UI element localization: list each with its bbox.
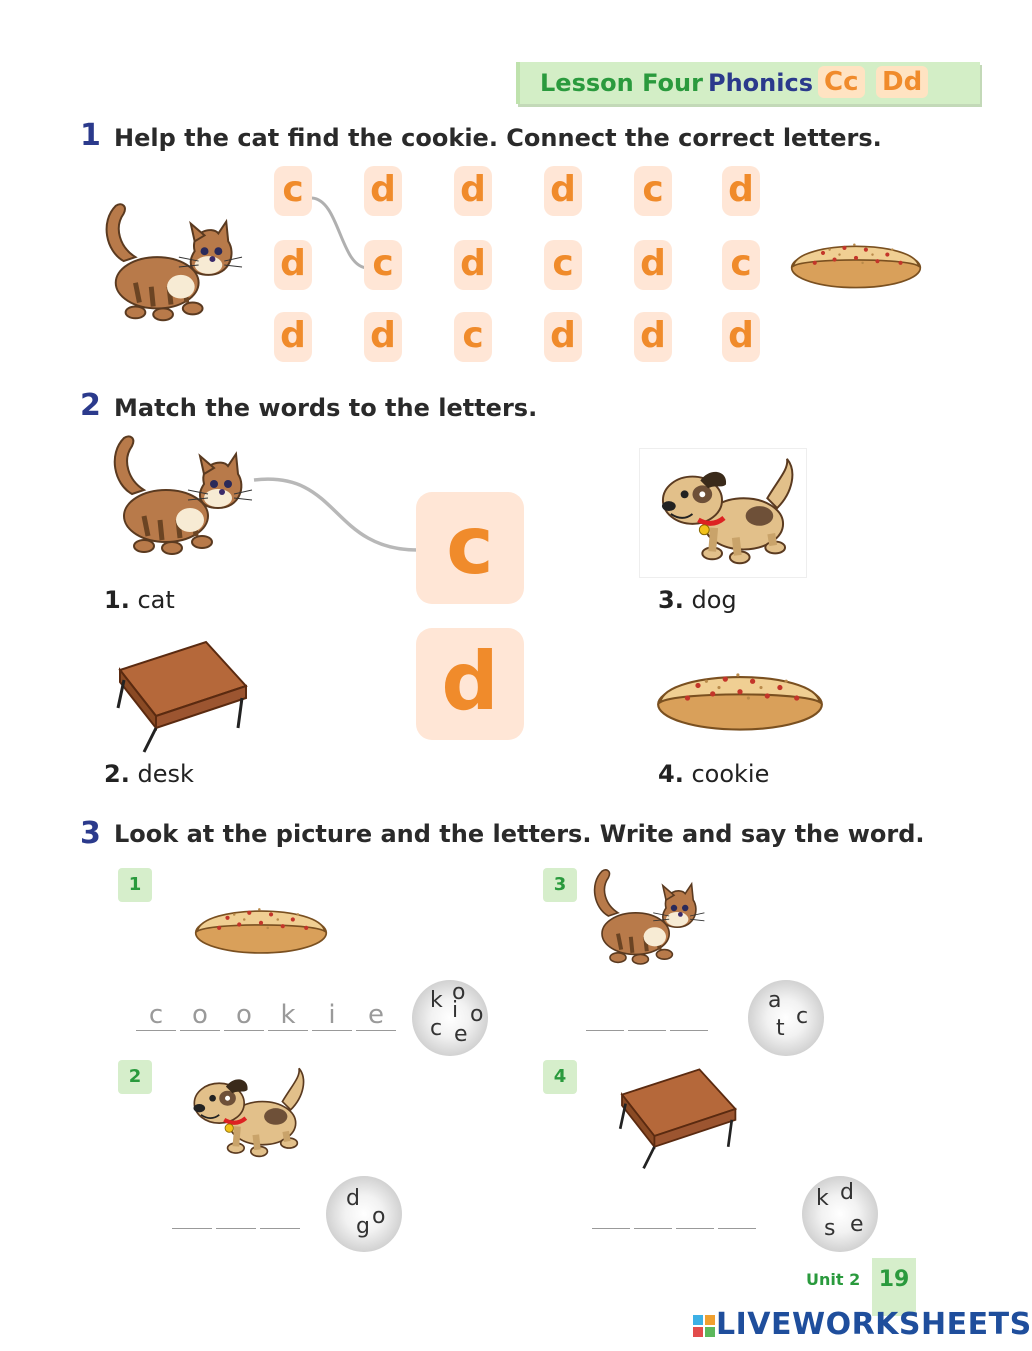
scrambled-letter: c bbox=[430, 1016, 443, 1041]
logo-square bbox=[693, 1327, 703, 1337]
maze-letter-tile[interactable]: d bbox=[544, 166, 582, 216]
answer-blank[interactable] bbox=[260, 1198, 300, 1229]
section-1-number: 1 bbox=[80, 118, 101, 153]
dog-picture bbox=[182, 1060, 308, 1168]
maze-letter-tile[interactable]: d bbox=[634, 312, 672, 362]
item-word: desk bbox=[137, 760, 194, 788]
maze-letter-tile[interactable]: c bbox=[364, 240, 402, 290]
section-2-number: 2 bbox=[80, 388, 101, 423]
item-number: 1. bbox=[104, 586, 130, 614]
maze-letter-tile[interactable]: c bbox=[722, 240, 760, 290]
page-number: 19 bbox=[878, 1267, 910, 1292]
maze-letter-tile[interactable]: d bbox=[454, 240, 492, 290]
scrambled-letter: o bbox=[452, 980, 466, 1005]
answer-blank[interactable]: o bbox=[180, 1000, 220, 1031]
lesson-title: Lesson Four bbox=[540, 69, 703, 97]
logo-square bbox=[693, 1315, 703, 1325]
answer-blank[interactable]: k bbox=[268, 1000, 308, 1031]
match-letter-d[interactable]: d bbox=[416, 628, 524, 740]
answer-blank[interactable]: o bbox=[224, 1000, 264, 1031]
letter-pill-cc: Cc bbox=[818, 66, 865, 98]
answer-blank[interactable] bbox=[634, 1198, 672, 1229]
item-word: dog bbox=[691, 586, 737, 614]
item-word: cat bbox=[137, 586, 175, 614]
answer-blank[interactable] bbox=[172, 1198, 212, 1229]
item-number: 2. bbox=[104, 760, 130, 788]
desk-picture bbox=[110, 636, 250, 756]
answer-blank[interactable] bbox=[592, 1198, 630, 1229]
answer-blank[interactable] bbox=[676, 1198, 714, 1229]
word-label-cat bbox=[104, 586, 175, 614]
logo-square bbox=[705, 1327, 715, 1337]
scrambled-letter: t bbox=[776, 1016, 785, 1041]
item-number: 4. bbox=[658, 760, 684, 788]
unit-label: Unit 2 bbox=[806, 1270, 861, 1289]
cat-picture bbox=[104, 424, 254, 574]
answer-blank[interactable] bbox=[216, 1198, 256, 1229]
lesson-topic: Phonics bbox=[708, 69, 813, 97]
maze-letter-tile[interactable]: d bbox=[274, 240, 312, 290]
item-number: 3. bbox=[658, 586, 684, 614]
dog-picture-frame bbox=[639, 448, 807, 578]
exercise-number-3: 3 bbox=[543, 868, 577, 902]
answer-blank[interactable]: c bbox=[136, 1000, 176, 1031]
maze-letter-tile[interactable]: d bbox=[274, 312, 312, 362]
maze-letter-tile[interactable]: d bbox=[364, 312, 402, 362]
maze-letter-tile[interactable]: d bbox=[364, 166, 402, 216]
scrambled-letter: o bbox=[372, 1204, 386, 1229]
answer-blank[interactable] bbox=[718, 1198, 756, 1229]
desk-picture bbox=[612, 1064, 740, 1172]
section-1-instruction: Help the cat find the cookie. Connect the correct letters. bbox=[114, 124, 882, 152]
maze-letter-tile[interactable]: d bbox=[722, 166, 760, 216]
cookie-picture bbox=[790, 232, 922, 292]
letter-bubble-2 bbox=[326, 1176, 402, 1252]
scrambled-letter: d bbox=[346, 1186, 360, 1211]
word-label-cookie bbox=[658, 760, 769, 788]
section-3-number: 3 bbox=[80, 816, 101, 851]
answer-blank[interactable]: e bbox=[356, 1000, 396, 1031]
scrambled-letter: s bbox=[824, 1216, 836, 1241]
maze-letter-tile[interactable]: d bbox=[454, 166, 492, 216]
maze-letter-tile[interactable]: d bbox=[544, 312, 582, 362]
letter-bubble-4 bbox=[802, 1176, 878, 1252]
scrambled-letter: g bbox=[356, 1214, 370, 1239]
answer-blank[interactable] bbox=[670, 1000, 708, 1031]
letter-pill-dd: Dd bbox=[876, 66, 928, 98]
maze-letter-tile[interactable]: c bbox=[634, 166, 672, 216]
maze-letter-tile[interactable]: d bbox=[722, 312, 760, 362]
word-label-dog bbox=[658, 586, 737, 614]
cat-picture bbox=[586, 860, 706, 980]
scrambled-letter: c bbox=[796, 1004, 809, 1029]
liveworksheets-logo-icon bbox=[692, 1314, 716, 1338]
letter-bubble-1 bbox=[412, 980, 488, 1056]
dog-picture bbox=[640, 449, 806, 577]
maze-letter-tile[interactable]: c bbox=[454, 312, 492, 362]
section-3-instruction: Look at the picture and the letters. Write and say the word. bbox=[114, 820, 925, 848]
maze-letter-tile[interactable]: c bbox=[274, 166, 312, 216]
maze-letter-tile[interactable]: d bbox=[634, 240, 672, 290]
section-2-instruction: Match the words to the letters. bbox=[114, 394, 538, 422]
scrambled-letter: k bbox=[816, 1186, 829, 1211]
answer-blank[interactable] bbox=[628, 1000, 666, 1031]
item-word: cookie bbox=[691, 760, 770, 788]
cookie-picture bbox=[656, 660, 824, 734]
match-letter-c[interactable]: c bbox=[416, 492, 524, 604]
exercise-number-1: 1 bbox=[118, 868, 152, 902]
scrambled-letter: k bbox=[430, 988, 443, 1013]
scrambled-letter: d bbox=[840, 1180, 854, 1205]
scrambled-letter: e bbox=[454, 1022, 468, 1047]
answer-blank[interactable]: i bbox=[312, 1000, 352, 1031]
word-label-desk bbox=[104, 760, 194, 788]
scrambled-letter: e bbox=[850, 1212, 864, 1237]
maze-letter-tile[interactable]: c bbox=[544, 240, 582, 290]
scrambled-letter: i bbox=[452, 998, 459, 1023]
answer-blank[interactable] bbox=[586, 1000, 624, 1031]
exercise-number-2: 2 bbox=[118, 1060, 152, 1094]
cookie-picture bbox=[194, 894, 328, 960]
scrambled-letter: a bbox=[768, 988, 782, 1013]
letter-bubble-3 bbox=[748, 980, 824, 1056]
exercise-number-4: 4 bbox=[543, 1060, 577, 1094]
brand-name: LIVEWORKSHEETS bbox=[716, 1307, 1032, 1342]
logo-square bbox=[705, 1315, 715, 1325]
scrambled-letter: o bbox=[470, 1002, 484, 1027]
